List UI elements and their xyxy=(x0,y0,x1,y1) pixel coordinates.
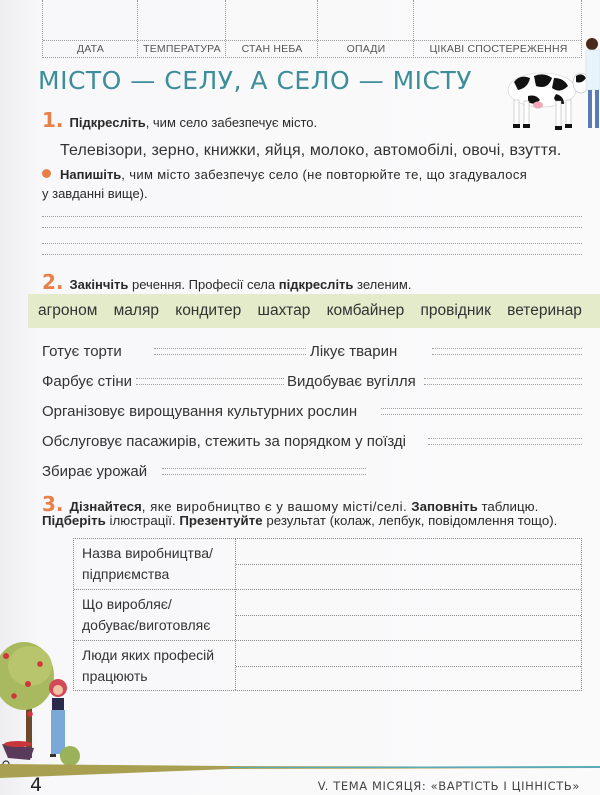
answer-line-3[interactable] xyxy=(42,243,582,244)
profession-agronomist[interactable]: агроном xyxy=(38,302,98,319)
cow-icon xyxy=(508,73,589,130)
farmer-girl-icon xyxy=(49,679,67,757)
task-2-verb-2: підкресліть xyxy=(278,277,354,292)
task-3-verb-4: Презентуйте xyxy=(179,513,263,528)
task-3-verb-3: Підберіть xyxy=(42,513,106,528)
blank-harvests[interactable] xyxy=(162,468,366,475)
professions-word-bank xyxy=(28,294,600,328)
sentence-harvests: Збирає урожай xyxy=(42,463,148,480)
row-label-professions xyxy=(82,645,232,687)
task-2-verb-1: Закінчіть xyxy=(69,277,129,292)
input-professions[interactable] xyxy=(237,641,581,692)
profession-painter[interactable]: маляр xyxy=(113,302,159,319)
farmer-apple-tree-illustration xyxy=(0,636,80,768)
task-2-text-2: зеленим. xyxy=(353,277,412,292)
answer-line-1[interactable] xyxy=(42,216,582,217)
task-1-sub-text-2: у завданні вище). xyxy=(42,186,148,201)
task-1-instruction xyxy=(42,108,317,132)
label-line: підприємства xyxy=(82,566,170,582)
task-3-text-3: ілюстрації. xyxy=(105,513,180,528)
task-3-text-1: , яке виробництво є у вашому місті/селі. xyxy=(141,499,412,514)
task-3-text-2: таблицю. xyxy=(477,499,539,514)
profession-miner[interactable]: шахтар xyxy=(257,302,311,319)
sentence-organizes-crops: Організовує вирощування культурних рослин xyxy=(42,403,358,420)
row-label-enterprise-name xyxy=(82,543,232,585)
sentence-paints-walls: Фарбує стіни xyxy=(42,373,133,390)
blank-serves-passengers[interactable] xyxy=(428,438,582,445)
input-what-produces[interactable] xyxy=(237,590,581,640)
profession-conductor[interactable]: провідник xyxy=(420,302,491,319)
task-1-sub-instruction-cont xyxy=(42,186,148,201)
ground-strip xyxy=(0,764,600,778)
page-number: 4 xyxy=(30,774,43,795)
blank-treats-animals[interactable] xyxy=(432,348,582,355)
label-line: працюють xyxy=(82,668,148,684)
label-line: Назва виробництва/ xyxy=(82,545,213,561)
apple-tree-icon xyxy=(0,642,54,758)
task-3-verb-2: Заповніть xyxy=(411,499,478,514)
task-2-instruction xyxy=(42,270,411,294)
bullet-icon xyxy=(42,169,51,178)
answer-line-2[interactable] xyxy=(42,227,582,228)
blank-bakes-cakes[interactable] xyxy=(154,348,306,355)
blank-mines-coal[interactable] xyxy=(424,378,582,385)
task-2-text-1: речення. Професії села xyxy=(128,277,279,292)
label-line: Що виробляє/ xyxy=(82,596,172,612)
profession-combine-operator[interactable]: комбайнер xyxy=(326,302,405,319)
row-label-what-produces xyxy=(82,594,232,636)
production-table xyxy=(73,538,582,691)
blank-paints-walls[interactable] xyxy=(136,378,284,385)
task-1-sub-text: , чим місто забезпечує село (не повторюйте те, що згадувалося xyxy=(121,167,528,182)
task-2-number: 2. xyxy=(42,270,64,294)
bush-icon xyxy=(60,746,80,766)
weather-header-precipitation: ОПАДИ xyxy=(346,43,386,55)
task-1-sub-verb: Напишіть xyxy=(60,167,122,182)
cow-veterinarian-illustration xyxy=(500,38,600,136)
section-title-footer: V. ТЕМА МІСЯЦЯ: «ВАРТІСТЬ І ЦІННІСТЬ» xyxy=(317,779,580,793)
sentence-treats-animals: Лікує тварин xyxy=(310,343,398,360)
profession-veterinarian[interactable]: ветеринар xyxy=(507,302,582,319)
blank-organizes-crops[interactable] xyxy=(381,408,582,415)
task-1-sub-instruction xyxy=(42,167,527,182)
input-enterprise-name[interactable] xyxy=(237,539,581,589)
label-line: добуває/виготовляє xyxy=(82,617,211,633)
profession-confectioner[interactable]: кондитер xyxy=(175,302,242,319)
sentence-bakes-cakes: Готує торти xyxy=(42,343,122,360)
page-title: МІСТО — СЕЛУ, А СЕЛО — МІСТУ xyxy=(38,66,472,95)
task-3-verb-1: Дізнайтеся xyxy=(69,499,142,514)
answer-line-4[interactable] xyxy=(42,254,582,255)
task-1-items[interactable]: Телевізори, зерно, книжки, яйця, молоко, автомобілі, овочі, взуття. xyxy=(60,142,562,159)
label-line: Люди яких професій xyxy=(82,647,215,663)
weather-header-sky: СТАН НЕБА xyxy=(241,43,303,55)
task-1-verb: Підкресліть xyxy=(69,115,146,130)
task-3-number: 3. xyxy=(42,492,64,516)
weather-header-temperature: ТЕМПЕРАТУРА xyxy=(143,43,221,55)
task-3-text-4: результат (колаж, лепбук, повідомлення тощо). xyxy=(262,513,558,528)
weather-header-observations: ЦІКАВІ СПОСТЕРЕЖЕННЯ xyxy=(429,43,568,55)
sentence-mines-coal: Видобуває вугілля xyxy=(287,373,416,390)
weather-header-date: ДАТА xyxy=(76,43,105,55)
veterinarian-icon xyxy=(586,38,600,128)
task-1-number: 1. xyxy=(42,108,64,132)
task-3-instruction-line-2 xyxy=(42,513,557,528)
task-1-text: , чим село забезпечує місто. xyxy=(145,115,318,130)
sentence-serves-passengers: Обслуговує пасажирів, стежить за порядком у поїзді xyxy=(42,433,407,450)
